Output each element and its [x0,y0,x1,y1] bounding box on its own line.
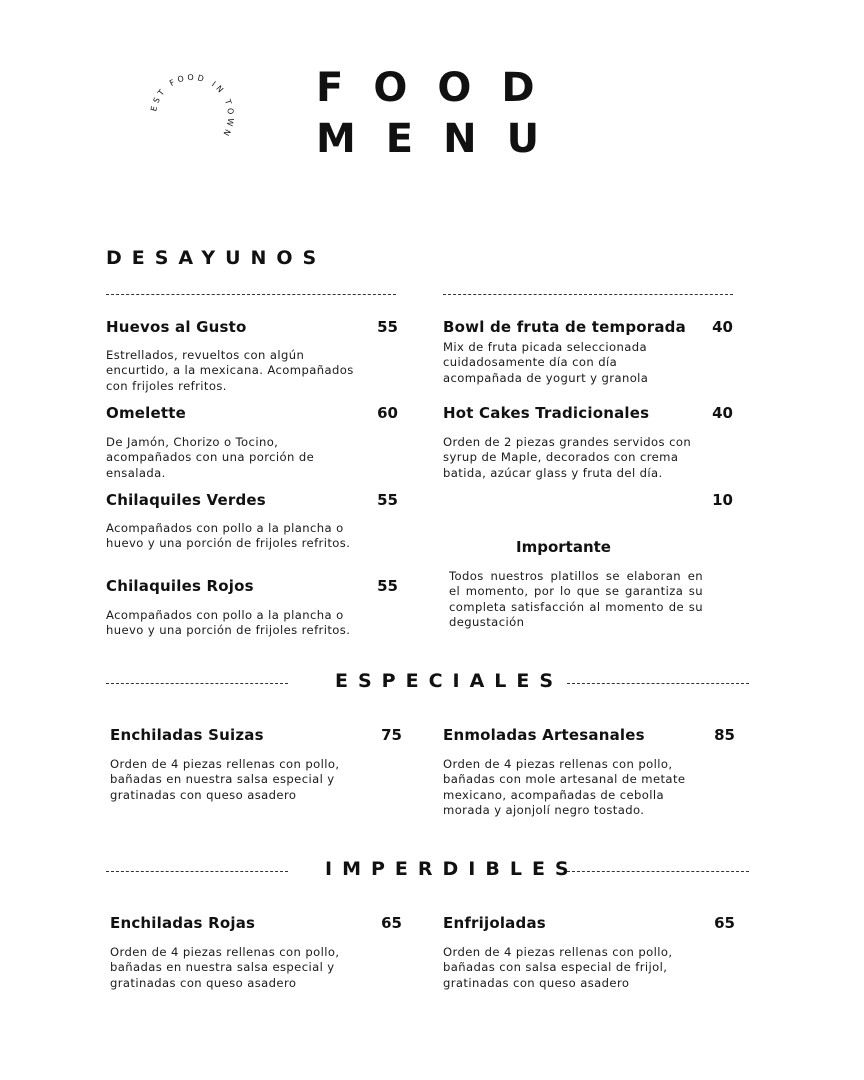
divider-left [106,683,288,684]
item-name: Enchiladas Suizas [110,726,264,744]
item-description: Estrellados, revueltos con algún encurtido, a la mexicana. Acompañados con frijoles refritos. [106,348,354,393]
item-name: Enfrijoladas [443,914,546,932]
section-heading-desayunos: DESAYUNOS [106,247,327,269]
item-description: Orden de 2 piezas grandes servidos con syrup de Maple, decorados con crema batida, azúcar glass y fruta del día. [443,435,692,480]
item-name: Hot Cakes Tradicionales [443,404,650,422]
divider-right [567,683,749,684]
divider-right [443,294,733,295]
section-heading-especiales: ESPECIALES [335,670,564,692]
svg-text:BEST FOOD IN TOWN [142,63,236,140]
menu-title-food: FOOD [316,65,565,111]
item-price: 75 [381,726,402,744]
item-name: Enchiladas Rojas [110,914,256,932]
item-name: Chilaquiles Rojos [106,577,254,595]
item-name: Bowl de fruta de temporada [443,318,686,336]
item-price: 55 [377,491,398,509]
item-description: Orden de 4 piezas rellenas con pollo, bañadas en nuestra salsa especial y gratinadas con queso asadero [110,757,340,802]
item-price: 65 [381,914,402,932]
item-name: Chilaquiles Verdes [106,491,266,509]
item-description: De Jamón, Chorizo o Tocino, acompañados con una porción de ensalada. [106,435,315,480]
item-price: 40 [712,318,733,336]
item-price: 40 [712,404,733,422]
item-description: Acompañados con pollo a la plancha o huevo y una porción de frijoles refritos. [106,608,351,638]
item-description: Orden de 4 piezas rellenas con pollo, bañadas con salsa especial de frijol, gratinadas con queso asadero [443,945,673,990]
item-price: 65 [714,914,735,932]
badge-text: BEST FOOD IN TOWN [141,63,236,141]
badge-circle-text [141,63,238,162]
item-price: 55 [377,318,398,336]
divider-right [567,871,749,872]
item-price: 60 [377,404,398,422]
item-price: 85 [714,726,735,744]
divider-left [106,871,288,872]
item-name: Huevos al Gusto [106,318,247,336]
extra-price: 10 [712,491,733,509]
item-description: Orden de 4 piezas rellenas con pollo, bañadas en nuestra salsa especial y gratinadas con queso asadero [110,945,340,990]
section-heading-imperdibles: IMPERDIBLES [325,858,579,880]
item-description: Mix de fruta picada seleccionada cuidadosamente día con día acompañada de yogurt y granola [443,340,649,385]
item-price: 55 [377,577,398,595]
item-description: Orden de 4 piezas rellenas con pollo, bañadas con mole artesanal de metate mexicano, acompañadas de cebolla morada y ajonjolí negro tostado. [443,757,686,818]
menu-title-menu: MENU [316,116,570,162]
item-name: Omelette [106,404,186,422]
item-description: Acompañados con pollo a la plancha o huevo y una porción de frijoles refritos. [106,521,351,551]
divider-left [106,294,396,295]
item-name: Enmoladas Artesanales [443,726,645,744]
best-food-badge [141,63,238,162]
note-title: Importante [516,538,611,556]
note-text: Todos nuestros platillos se elaboran en el momento, por lo que se garantiza su completa satisfacción al momento de su degustación [449,569,703,630]
